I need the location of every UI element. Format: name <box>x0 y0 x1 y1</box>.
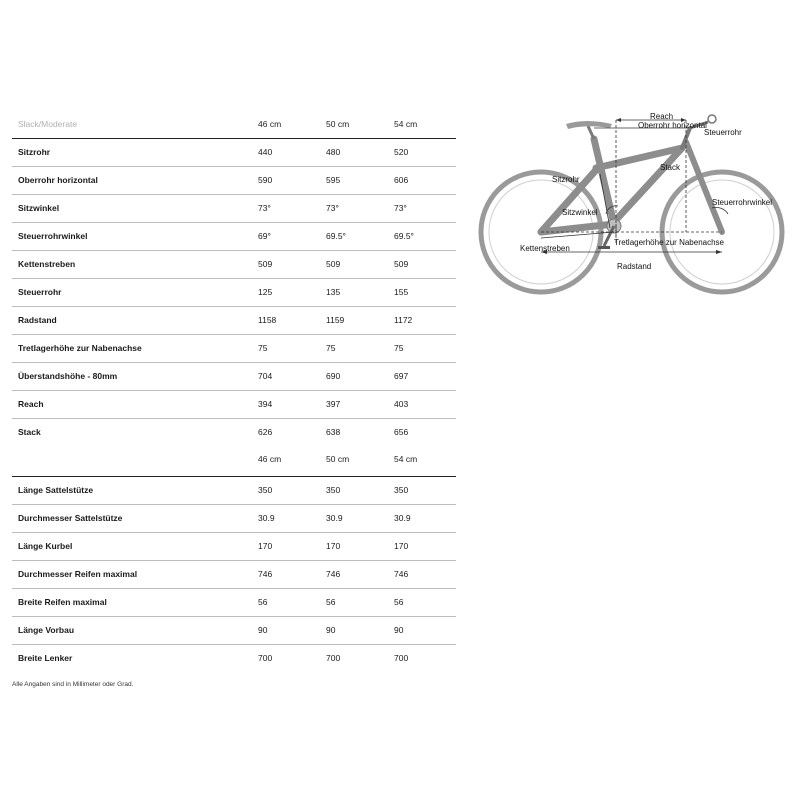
row-value: 746 <box>258 569 273 579</box>
table-row <box>12 307 456 335</box>
frame <box>541 139 682 232</box>
table-row <box>12 223 456 251</box>
row-label: Stack <box>18 427 41 437</box>
row-value: 638 <box>326 427 341 437</box>
row-value: 69° <box>258 231 271 241</box>
row-value: 135 <box>326 287 341 297</box>
row-value: 90 <box>258 625 268 635</box>
head-angle-label: Steuerrohrwinkel <box>712 198 773 207</box>
row-value: 690 <box>326 371 341 381</box>
row-value: 1159 <box>326 315 345 325</box>
fork <box>686 142 722 232</box>
table-row <box>12 533 456 561</box>
row-value: 69.5° <box>326 231 346 241</box>
row-value: 520 <box>394 147 409 157</box>
row-value: 125 <box>258 287 273 297</box>
row-value: 700 <box>394 653 409 663</box>
row-value: 30.9 <box>258 513 275 523</box>
seatpost <box>588 126 594 139</box>
table-row <box>12 335 456 363</box>
row-value: 90 <box>326 625 336 635</box>
row-label: Kettenstreben <box>18 259 76 269</box>
row-label: Reach <box>18 399 44 409</box>
row-value: 397 <box>326 399 341 409</box>
row-value: 56 <box>326 597 336 607</box>
row-label: Radstand <box>18 315 57 325</box>
table-row <box>12 195 456 223</box>
seat-angle-label: Sitzwinkel <box>562 208 598 217</box>
size-header-46: 46 cm <box>258 119 282 129</box>
row-label: Steuerrohr <box>18 287 62 297</box>
footnote: Alle Angaben sind in Millimeter oder Grad. <box>12 681 134 688</box>
bb-drop-label: Tretlagerhöhe zur Nabenachse <box>614 238 724 247</box>
row-label: Breite Reifen maximal <box>18 597 107 607</box>
size-header-50: 50 cm <box>326 454 350 464</box>
row-label: Sitzwinkel <box>18 203 60 213</box>
preset-label: Slack/Moderate <box>18 119 78 129</box>
row-label: Überstandshöhe - 80mm <box>18 371 118 381</box>
pedal <box>598 246 610 249</box>
row-value: 56 <box>394 597 404 607</box>
row-value: 170 <box>326 541 341 551</box>
table-row <box>12 279 456 307</box>
row-value: 75 <box>394 343 404 353</box>
row-value: 606 <box>394 175 409 185</box>
row-value: 350 <box>326 485 341 495</box>
row-value: 590 <box>258 175 273 185</box>
row-value: 75 <box>326 343 336 353</box>
row-value: 170 <box>258 541 273 551</box>
row-label: Länge Kurbel <box>18 541 73 551</box>
row-value: 697 <box>394 371 409 381</box>
row-value: 1158 <box>258 315 277 325</box>
chainstays-label: Kettenstreben <box>520 244 570 253</box>
handlebar <box>708 115 716 123</box>
row-label: Oberrohr horizontal <box>18 175 98 185</box>
dimension-arrows <box>541 118 722 254</box>
row-value: 700 <box>258 653 273 663</box>
row-value: 394 <box>258 399 273 409</box>
row-label: Durchmesser Sattelstütze <box>18 513 123 523</box>
row-value: 30.9 <box>394 513 411 523</box>
row-label: Steuerrohrwinkel <box>18 231 88 241</box>
row-value: 403 <box>394 399 409 409</box>
row-value: 746 <box>394 569 409 579</box>
size-header-54: 54 cm <box>394 454 418 464</box>
size-header-50: 50 cm <box>326 119 350 129</box>
row-label: Durchmesser Reifen maximal <box>18 569 138 579</box>
row-value: 1172 <box>394 315 413 325</box>
table-row <box>12 167 456 195</box>
row-value: 440 <box>258 147 273 157</box>
top-tube-label: Oberrohr horizontal <box>638 121 707 130</box>
table-row <box>12 645 456 672</box>
table-header-2 <box>12 446 456 477</box>
table-header <box>12 110 456 139</box>
reach-label: Reach <box>650 112 674 121</box>
row-label: Tretlagerhöhe zur Nabenachse <box>18 343 142 353</box>
row-label: Breite Lenker <box>18 653 73 663</box>
row-label: Sitzrohr <box>18 147 51 157</box>
wheelbase-label: Radstand <box>617 262 652 271</box>
table-row <box>12 617 456 645</box>
row-value: 509 <box>258 259 273 269</box>
table-row <box>12 561 456 589</box>
dimension-lines <box>541 120 722 252</box>
row-value: 746 <box>326 569 341 579</box>
table-row <box>12 505 456 533</box>
row-label: Länge Vorbau <box>18 625 75 635</box>
table-row <box>12 251 456 279</box>
row-value: 480 <box>326 147 341 157</box>
size-header-46: 46 cm <box>258 454 282 464</box>
row-value: 700 <box>326 653 341 663</box>
bike-geometry-diagram <box>476 104 786 304</box>
row-value: 73° <box>326 203 339 213</box>
table-row <box>12 139 456 167</box>
table-row <box>12 363 456 391</box>
size-header-54: 54 cm <box>394 119 418 129</box>
row-value: 90 <box>394 625 404 635</box>
row-value: 56 <box>258 597 268 607</box>
row-value: 626 <box>258 427 273 437</box>
row-value: 30.9 <box>326 513 343 523</box>
row-value: 170 <box>394 541 409 551</box>
table-row <box>12 391 456 419</box>
seat-tube-label: Sitzrohr <box>552 175 580 184</box>
table-row <box>12 419 456 446</box>
row-value: 509 <box>394 259 409 269</box>
row-value: 155 <box>394 287 409 297</box>
row-value: 656 <box>394 427 409 437</box>
table-row <box>12 589 456 617</box>
row-value: 595 <box>326 175 341 185</box>
geometry-table <box>12 110 456 672</box>
row-value: 69.5° <box>394 231 414 241</box>
row-value: 75 <box>258 343 268 353</box>
row-value: 704 <box>258 371 273 381</box>
stack-label: Stack <box>660 163 681 172</box>
row-value: 73° <box>394 203 407 213</box>
row-value: 350 <box>258 485 273 495</box>
row-value: 73° <box>258 203 271 213</box>
head-tube-label: Steuerrohr <box>704 128 742 137</box>
row-value: 509 <box>326 259 341 269</box>
row-value: 350 <box>394 485 409 495</box>
row-label: Länge Sattelstütze <box>18 485 94 495</box>
table-row <box>12 477 456 505</box>
